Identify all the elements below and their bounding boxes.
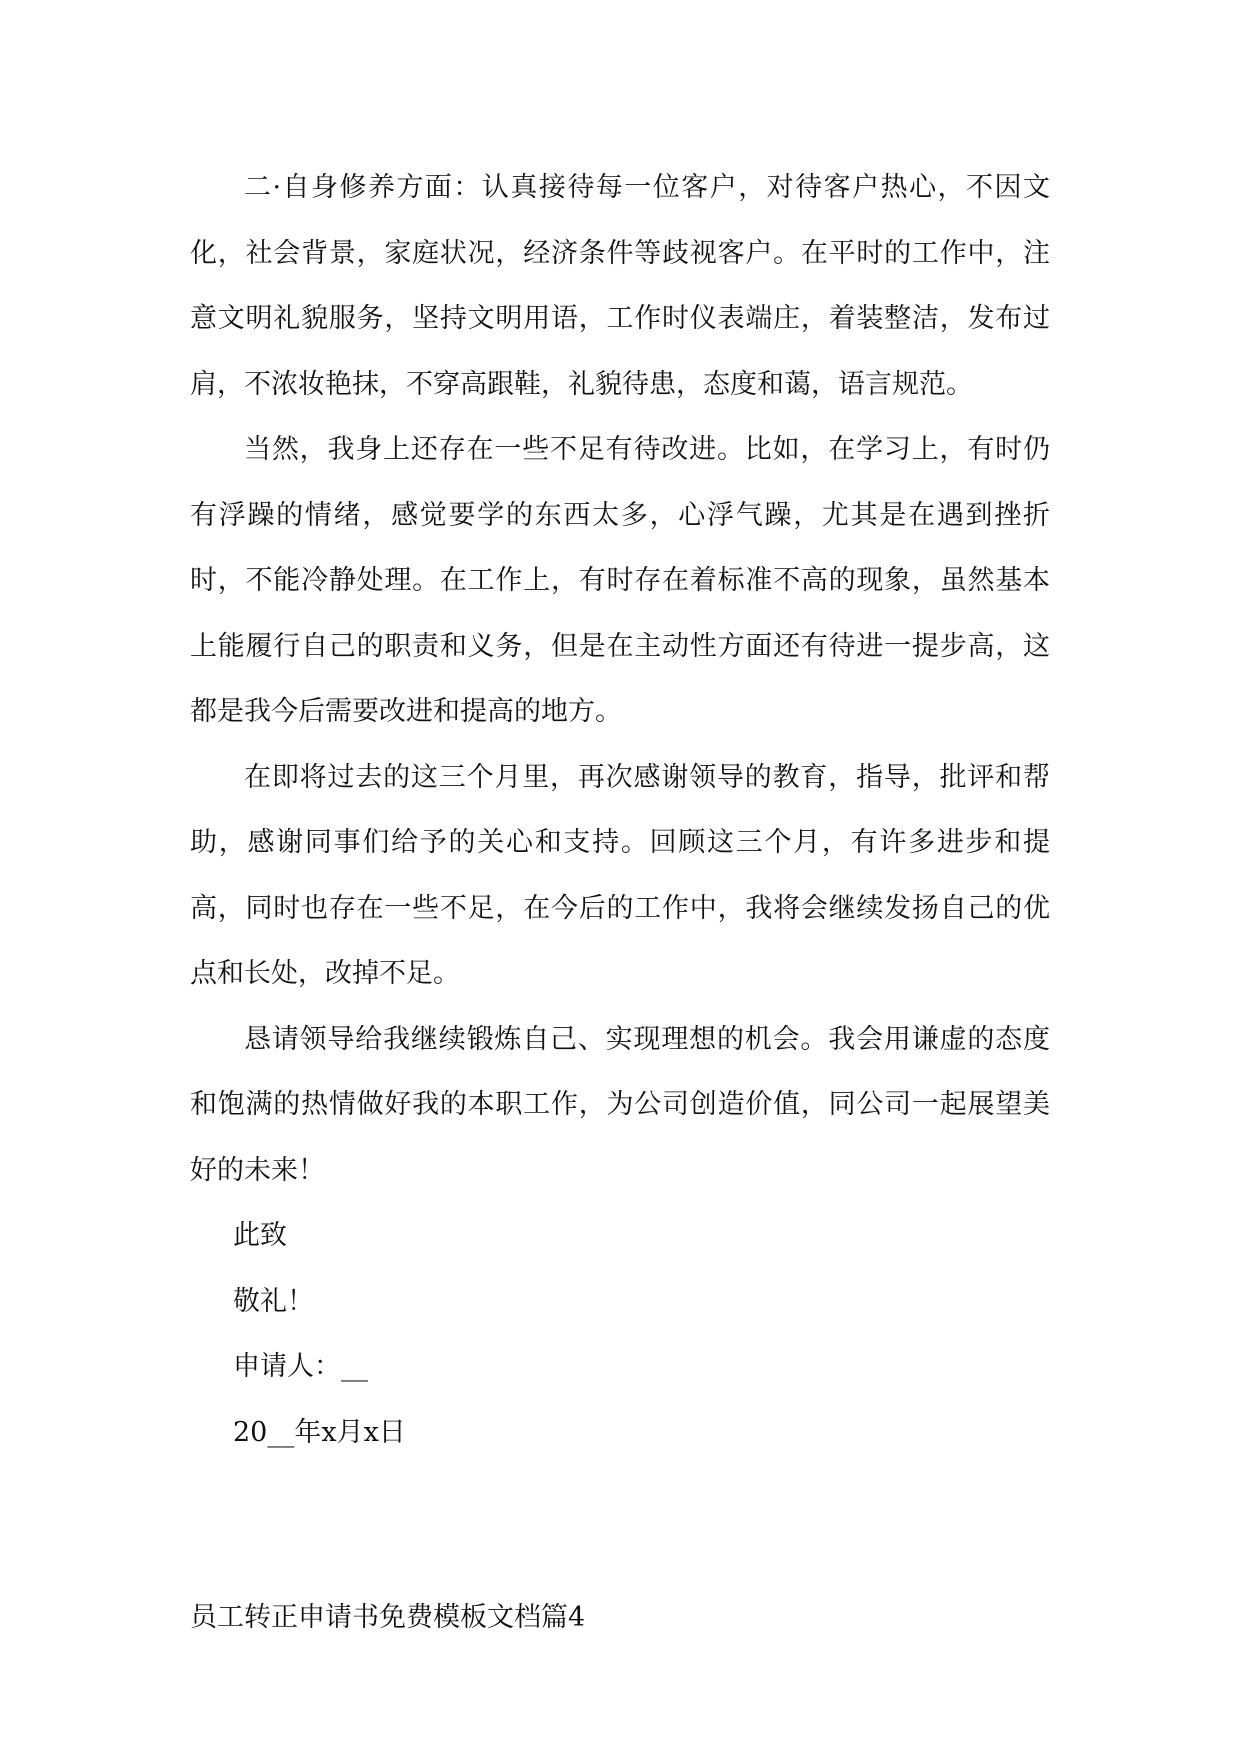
salutation-text: 敬礼！ <box>233 1285 314 1317</box>
applicant-line: 申请人：__ <box>233 1351 368 1382</box>
paragraph-request: 恳请领导给我继续锻炼自己、实现理想的机会。我会用谦虚的态度和饱满的热情做好我的本职工作，为公司创造价值，同公司一起展望美好的未来！ <box>190 1023 1050 1186</box>
paragraph-thanks: 在即将过去的这三个月里，再次感谢领导的教育，指导，批评和帮助，感谢同事们给予的关心和支持。回顾这三个月，有许多进步和提高，同时也存在一些不足，在今后的工作中，我将会继续发扬自己的优点和长处，改掉不足。 <box>190 761 1050 989</box>
paragraph-self-cultivation: 二·自身修养方面：认真接待每一位客户，对待客户热心，不因文化，社会背景，家庭状况，经济条件等歧视客户。在平时的工作中，注意文明礼貌服务，坚持文明用语，工作时仪表端庄，着装整洁，发布过肩，不浓妆艳抹，不穿高跟鞋，礼貌待患，态度和蔼，语言规范。 <box>190 172 1050 400</box>
document-body <box>190 155 1050 1651</box>
paragraph-shortcomings: 当然，我身上还存在一些不足有待改进。比如，在学习上，有时仍有浮躁的情绪，感觉要学的东西太多，心浮气躁，尤其是在遇到挫折时，不能冷静处理。在工作上，有时存在着标准不高的现象，虽然基本上能履行自己的职责和义务，但是在主动性方面还有待进一提步高，这都是我今后需要改进和提高的地方。 <box>190 434 1050 727</box>
date-line: 20__年x月x日 <box>233 1416 406 1448</box>
next-section-heading: 员工转正申请书免费模板文档篇4 <box>190 1602 586 1633</box>
closing-text: 此致 <box>233 1220 287 1251</box>
